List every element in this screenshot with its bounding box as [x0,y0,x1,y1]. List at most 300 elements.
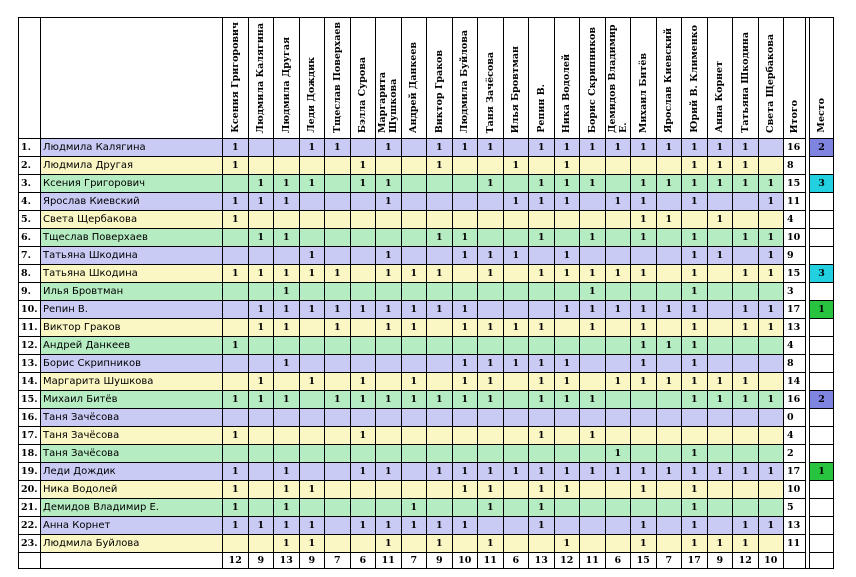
vote-cell: 1 [299,247,325,265]
vote-cell [248,535,274,553]
vote-cell: 1 [376,247,402,265]
vote-cell [478,301,504,319]
vote-cell [605,391,631,409]
vote-cell [350,211,376,229]
vote-cell [529,247,555,265]
vote-cell [325,499,351,517]
row-name: Репин В. [41,301,223,319]
vote-cell [401,463,427,481]
vote-cell [631,445,657,463]
vote-cell [631,409,657,427]
vote-cell [452,499,478,517]
table-row [19,247,834,265]
vote-cell [325,535,351,553]
vote-cell [325,445,351,463]
row-total: 13 [784,319,806,337]
row-place: 1 [810,301,834,319]
vote-cell: 1 [427,517,453,535]
vote-cell [631,391,657,409]
row-number: 8. [19,265,41,283]
vote-cell: 1 [223,193,249,211]
vote-cell: 1 [478,319,504,337]
vote-cell [452,409,478,427]
vote-cell: 1 [682,229,708,247]
vote-cell: 1 [529,517,555,535]
vote-cell: 1 [401,373,427,391]
vote-cell: 1 [223,139,249,157]
column-header [631,18,657,139]
row-name: Ярослав Киевский [41,193,223,211]
table-row [19,427,834,445]
vote-cell [401,211,427,229]
vote-cell [223,175,249,193]
vote-cell: 1 [452,373,478,391]
vote-cell [350,409,376,427]
vote-cell: 1 [503,319,529,337]
vote-cell: 1 [478,373,504,391]
vote-cell [452,193,478,211]
table-row [19,499,834,517]
vote-cell: 1 [478,499,504,517]
vote-cell: 1 [707,139,733,157]
vote-cell: 1 [758,301,784,319]
vote-cell [605,499,631,517]
table-row [19,175,834,193]
vote-cell [529,535,555,553]
place-header-label: Место [816,98,827,133]
vote-cell [299,445,325,463]
vote-cell: 1 [656,175,682,193]
vote-cell [427,445,453,463]
vote-cell [401,175,427,193]
vote-cell: 1 [223,391,249,409]
vote-cell [376,211,402,229]
vote-cell: 1 [401,391,427,409]
table-row [19,535,834,553]
row-place [810,193,834,211]
vote-cell [452,283,478,301]
vote-cell: 1 [274,283,300,301]
vote-cell [478,337,504,355]
row-place: 2 [810,139,834,157]
vote-cell [452,157,478,175]
vote-cell [529,157,555,175]
vote-cell: 1 [478,391,504,409]
vote-cell: 1 [656,373,682,391]
vote-cell [503,301,529,319]
vote-cell [503,373,529,391]
vote-cell [325,373,351,391]
vote-cell: 1 [733,391,759,409]
vote-cell [580,355,606,373]
vote-cell [503,481,529,499]
vote-cell: 1 [682,499,708,517]
vote-cell: 1 [274,463,300,481]
row-total: 8 [784,157,806,175]
vote-cell [503,211,529,229]
row-total: 11 [784,193,806,211]
column-header-label: Татьяна Шкодина [739,32,751,133]
vote-cell [478,211,504,229]
vote-cell: 1 [580,463,606,481]
vote-cell [758,445,784,463]
vote-cell [733,283,759,301]
vote-cell: 1 [733,319,759,337]
vote-cell: 1 [682,139,708,157]
vote-cell [401,355,427,373]
row-number: 1. [19,139,41,157]
vote-cell [427,193,453,211]
vote-cell [656,445,682,463]
column-header-label: Людмила Калягина [255,22,267,133]
vote-cell: 1 [682,175,708,193]
column-total: 9 [248,553,274,569]
vote-cell [631,157,657,175]
vote-cell: 1 [758,175,784,193]
table-row [19,391,834,409]
vote-cell: 1 [274,301,300,319]
row-place [810,229,834,247]
column-header-label: Борис Скрипников [586,26,598,133]
vote-cell: 1 [248,373,274,391]
vote-cell: 1 [503,247,529,265]
vote-cell [325,355,351,373]
vote-cell: 1 [580,427,606,445]
vote-cell [580,211,606,229]
vote-cell: 1 [299,517,325,535]
row-number: 21. [19,499,41,517]
vote-cell [325,193,351,211]
vote-cell: 1 [707,535,733,553]
vote-cell [274,409,300,427]
vote-cell: 1 [758,463,784,481]
vote-cell: 1 [223,481,249,499]
vote-cell: 1 [274,175,300,193]
vote-cell: 1 [631,373,657,391]
row-name: Ксения Григорович [41,175,223,193]
vote-cell: 1 [452,301,478,319]
vote-cell [427,499,453,517]
total-header [784,18,806,139]
vote-cell: 1 [478,247,504,265]
vote-cell [274,247,300,265]
vote-cell: 1 [580,301,606,319]
vote-cell: 1 [223,157,249,175]
vote-cell: 1 [325,319,351,337]
vote-cell [733,211,759,229]
row-place [810,517,834,535]
column-header [248,18,274,139]
table-row [19,319,834,337]
vote-cell: 1 [631,139,657,157]
vote-cell: 1 [452,247,478,265]
vote-cell: 1 [554,157,580,175]
vote-cell [554,499,580,517]
table-row [19,463,834,481]
row-name: Таня Зачёсова [41,427,223,445]
vote-cell [401,229,427,247]
vote-cell: 1 [478,139,504,157]
row-place [810,247,834,265]
vote-cell: 1 [350,391,376,409]
column-total: 6 [350,553,376,569]
vote-cell [401,535,427,553]
vote-cell: 1 [299,175,325,193]
row-total: 17 [784,301,806,319]
vote-cell [376,337,402,355]
vote-cell: 1 [274,193,300,211]
vote-cell [248,409,274,427]
vote-cell [554,211,580,229]
table-row [19,517,834,535]
vote-cell: 1 [248,391,274,409]
vote-cell: 1 [733,463,759,481]
row-total: 5 [784,499,806,517]
vote-cell: 1 [274,319,300,337]
vote-cell [452,427,478,445]
vote-cell: 1 [682,373,708,391]
vote-cell [656,229,682,247]
vote-cell: 1 [427,139,453,157]
vote-cell: 1 [605,463,631,481]
table-row [19,301,834,319]
vote-cell [325,463,351,481]
vote-cell [427,283,453,301]
vote-cell [631,283,657,301]
vote-cell [325,517,351,535]
vote-cell [656,355,682,373]
table-row [19,229,834,247]
vote-cell [248,355,274,373]
vote-cell: 1 [554,535,580,553]
column-header-label: Илья Бровтман [510,45,522,133]
vote-cell [656,319,682,337]
vote-cell [580,445,606,463]
vote-cell: 1 [299,139,325,157]
vote-cell [427,355,453,373]
vote-cell [580,481,606,499]
vote-cell [503,229,529,247]
vote-cell: 1 [682,463,708,481]
vote-cell [605,175,631,193]
vote-cell [554,445,580,463]
vote-cell: 1 [452,139,478,157]
vote-cell [478,445,504,463]
vote-cell [656,517,682,535]
vote-cell [274,373,300,391]
vote-cell [580,517,606,535]
vote-cell [376,409,402,427]
vote-cell: 1 [274,499,300,517]
column-header [707,18,733,139]
row-number: 16. [19,409,41,427]
column-totals-row [19,553,834,569]
vote-cell [656,427,682,445]
vote-cell [427,409,453,427]
column-total: 12 [554,553,580,569]
row-place [810,373,834,391]
vote-cell [707,355,733,373]
vote-cell [503,139,529,157]
vote-cell [427,175,453,193]
row-total: 16 [784,391,806,409]
column-total: 12 [223,553,249,569]
vote-cell: 1 [758,247,784,265]
vote-cell [350,229,376,247]
vote-cell: 1 [376,535,402,553]
vote-cell: 1 [631,175,657,193]
vote-cell: 1 [707,211,733,229]
row-name: Илья Бровтман [41,283,223,301]
vote-cell: 1 [605,193,631,211]
vote-cell [707,409,733,427]
column-header [554,18,580,139]
row-place [810,445,834,463]
row-total: 15 [784,265,806,283]
vote-cell: 1 [223,463,249,481]
vote-cell: 1 [299,535,325,553]
vote-cell [350,139,376,157]
vote-cell [733,427,759,445]
vote-cell: 1 [274,391,300,409]
vote-cell: 1 [248,265,274,283]
vote-cell: 1 [401,499,427,517]
vote-cell [478,157,504,175]
vote-cell: 1 [401,301,427,319]
column-header [503,18,529,139]
column-header-label: Андрей Данкеев [408,41,420,133]
row-number: 13. [19,355,41,373]
column-total: 6 [503,553,529,569]
vote-cell: 1 [656,301,682,319]
row-number: 7. [19,247,41,265]
vote-cell: 1 [554,391,580,409]
vote-cell [529,337,555,355]
column-total: 17 [682,553,708,569]
vote-cell: 1 [707,175,733,193]
vote-cell: 1 [733,535,759,553]
vote-cell [325,481,351,499]
vote-cell [223,229,249,247]
vote-cell [529,301,555,319]
vote-cell: 1 [274,535,300,553]
vote-cell [707,283,733,301]
vote-cell [299,283,325,301]
vote-cell: 1 [758,517,784,535]
vote-cell: 1 [580,139,606,157]
row-number: 18. [19,445,41,463]
vote-cell: 1 [682,157,708,175]
vote-cell [325,337,351,355]
vote-cell [274,157,300,175]
vote-cell [223,373,249,391]
vote-cell [325,283,351,301]
row-place [810,319,834,337]
vote-cell [350,319,376,337]
footer-place-blank [810,553,834,569]
vote-cell: 1 [682,445,708,463]
vote-cell [580,193,606,211]
vote-cell: 1 [605,139,631,157]
vote-cell [223,445,249,463]
vote-cell: 1 [733,175,759,193]
vote-cell [758,355,784,373]
vote-cell: 1 [631,265,657,283]
vote-cell: 1 [325,139,351,157]
vote-cell [376,499,402,517]
vote-cell: 1 [223,427,249,445]
column-header [758,18,784,139]
row-number: 22. [19,517,41,535]
vote-cell [401,427,427,445]
column-header-label: Тщеслав Поверхаев [331,22,343,133]
vote-cell [682,409,708,427]
vote-cell: 1 [605,445,631,463]
vote-cell [503,499,529,517]
row-total: 10 [784,229,806,247]
vote-cell [656,535,682,553]
vote-cell: 1 [274,355,300,373]
column-header-label: Михаил Битёв [637,52,649,133]
vote-cell [223,301,249,319]
vote-cell: 1 [631,463,657,481]
vote-cell: 1 [401,517,427,535]
vote-cell [452,175,478,193]
row-name: Михаил Битёв [41,391,223,409]
row-name: Маргарита Шушкова [41,373,223,391]
column-header-label: Юрий В. Клименко [688,25,700,133]
vote-cell: 1 [478,535,504,553]
vote-cell [733,445,759,463]
vote-cell: 1 [554,301,580,319]
vote-cell [758,157,784,175]
vote-cell: 1 [554,139,580,157]
vote-cell: 1 [580,175,606,193]
vote-cell: 1 [503,157,529,175]
vote-cell: 1 [248,229,274,247]
row-total: 16 [784,139,806,157]
row-place [810,157,834,175]
place-header [810,18,834,139]
column-header-label: Света Щербакова [765,34,777,133]
vote-cell [554,427,580,445]
table-row [19,211,834,229]
vote-cell: 1 [554,373,580,391]
column-header [376,18,402,139]
vote-cell: 1 [478,463,504,481]
vote-cell: 1 [427,265,453,283]
vote-cell [248,445,274,463]
vote-cell: 1 [682,247,708,265]
column-header [299,18,325,139]
vote-cell [299,337,325,355]
vote-cell [427,247,453,265]
vote-cell: 1 [707,373,733,391]
vote-cell: 1 [325,301,351,319]
row-name: Таня Зачёсова [41,409,223,427]
vote-cell: 1 [529,229,555,247]
vote-cell: 1 [299,301,325,319]
results-table-container [18,17,834,569]
vote-cell: 1 [631,211,657,229]
vote-cell [325,427,351,445]
vote-cell [707,337,733,355]
row-number: 12. [19,337,41,355]
column-header-label: Демидов Владимир Е. [606,24,629,133]
vote-cell [248,157,274,175]
vote-cell [299,193,325,211]
row-total: 17 [784,463,806,481]
